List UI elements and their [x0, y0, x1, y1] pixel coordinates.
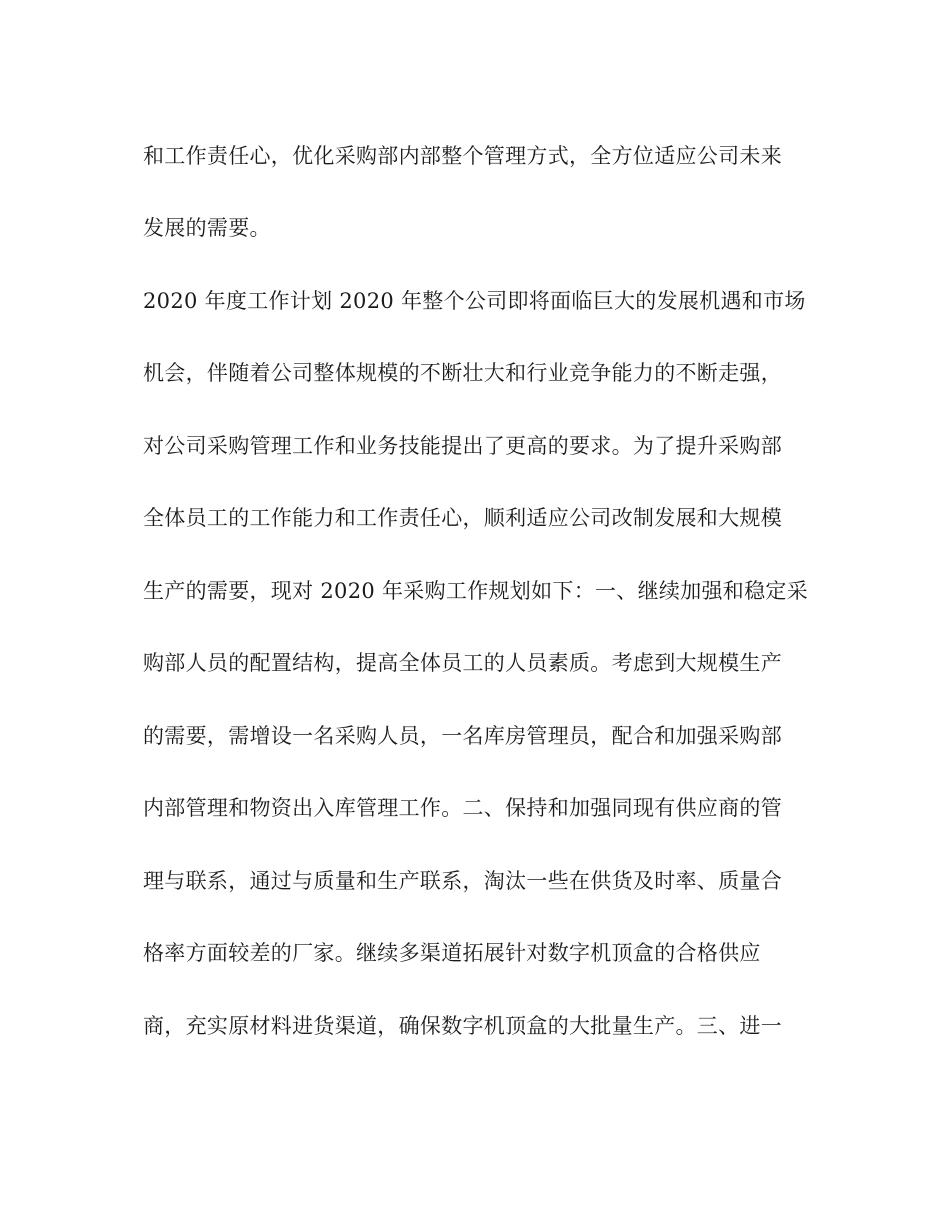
body-text-line-5: 对公司采购管理工作和业务技能提出了更高的要求。为了提升采购部: [143, 434, 782, 458]
body-text-line-3: 2020 年度工作计划 2020 年整个公司即将面临巨大的发展机遇和市场: [143, 289, 806, 313]
body-text-line-4: 机会，伴随着公司整体规模的不断壮大和行业竞争能力的不断走强，: [143, 361, 782, 385]
body-text-line-8: 购部人员的配置结构，提高全体员工的人员素质。考虑到大规模生产: [143, 651, 782, 675]
body-text-line-10: 内部管理和物资出入库管理工作。二、保持和加强同现有供应商的管: [143, 796, 782, 820]
body-text-line-11: 理与联系，通过与质量和生产联系，淘汰一些在供货及时率、质量合: [143, 869, 782, 893]
body-text-line-6: 全体员工的工作能力和工作责任心，顺利适应公司改制发展和大规模: [143, 506, 782, 530]
body-text-line-1: 和工作责任心，优化采购部内部整个管理方式，全方位适应公司未来: [143, 144, 782, 168]
body-text-line-2: 发展的需要。: [143, 216, 271, 240]
body-text-line-13: 商，充实原材料进货渠道，确保数字机顶盒的大批量生产。三、进一: [143, 1014, 782, 1038]
body-text-line-12: 格率方面较差的厂家。继续多渠道拓展针对数字机顶盒的合格供应: [143, 941, 761, 965]
body-text-line-9: 的需要，需增设一名采购人员，一名库房管理员，配合和加强采购部: [143, 724, 782, 748]
body-text-line-7: 生产的需要，现对 2020 年采购工作规划如下：一、继续加强和稳定采: [143, 579, 808, 603]
